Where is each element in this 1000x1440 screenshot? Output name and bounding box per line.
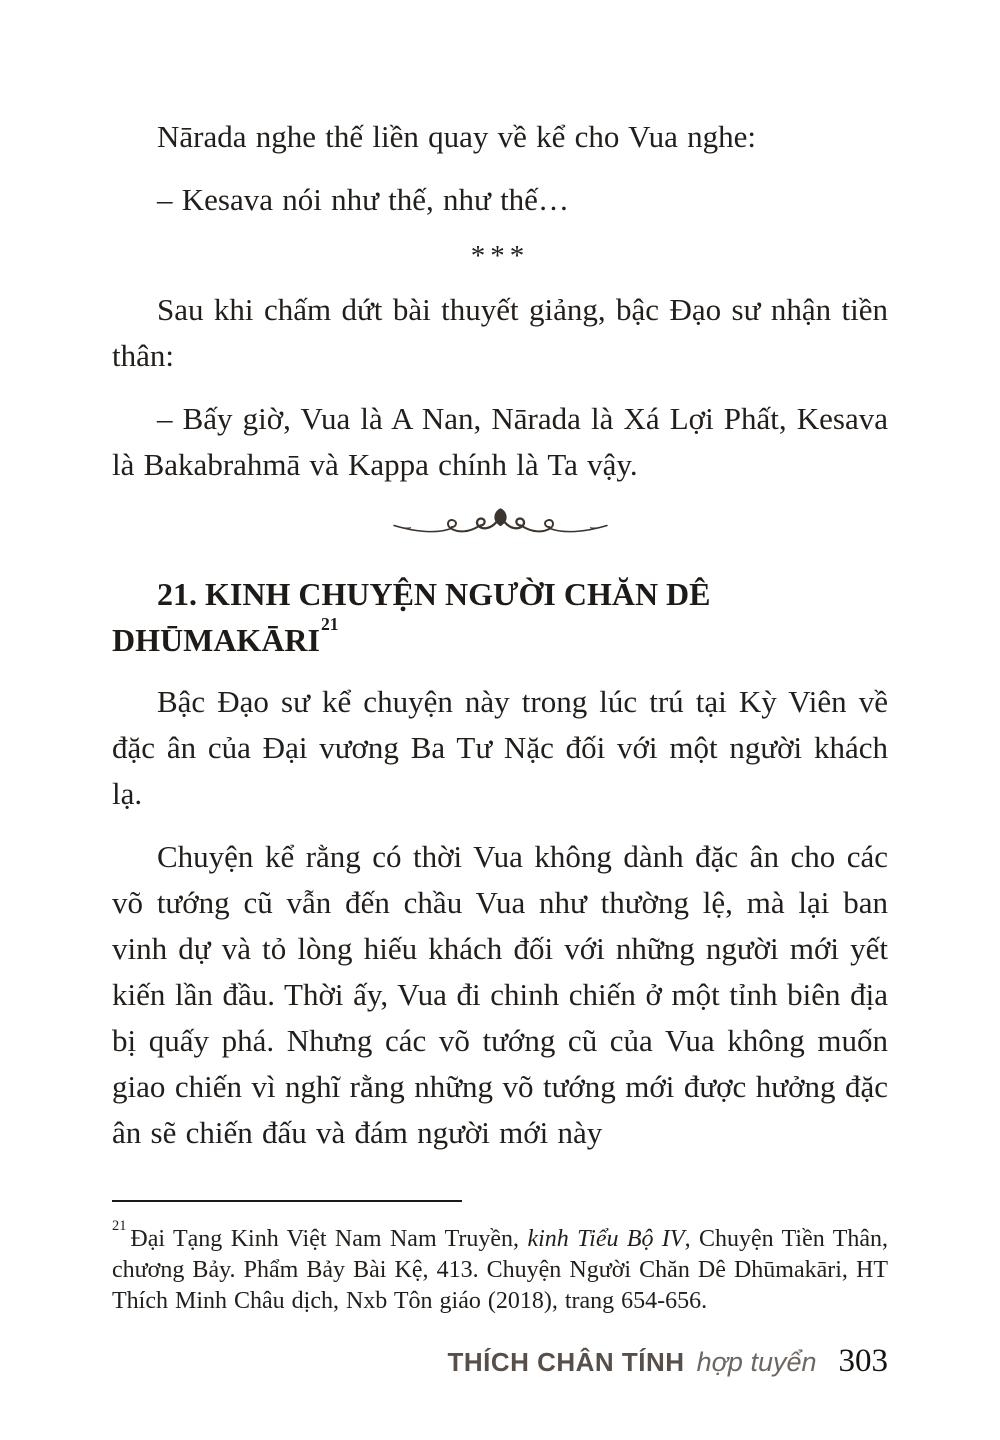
paragraph-bac-dao-su: Bậc Đạo sư kể chuyện này trong lúc trú tại Kỳ Viên về đặc ân của Đại vương Ba Tư Nặc đối với một người khách lạ. (112, 684, 888, 811)
paragraph-sau-khi: Sau khi chấm dứt bài thuyết giảng, bậc Đạo sư nhận tiền thân: (112, 292, 888, 373)
page-content (112, 114, 888, 1173)
chapter-heading-text: 21. KINH CHUYỆN NGƯỜI CHĂN DÊ DHŪMAKĀRI (112, 576, 711, 658)
footer-author: THÍCH CHÂN TÍNH (447, 1347, 685, 1377)
paragraph-narada: Nārada nghe thế liền quay về kể cho Vua nghe: (157, 119, 756, 154)
footnote-marker: 21 (112, 1217, 127, 1234)
paragraph-kesava: – Kesava nói như thế, như thế… (157, 182, 569, 217)
paragraph-bay-gio: – Bấy giờ, Vua là A Nan, Nārada là Xá Lợi Phất, Kesava là Bakabrahmā và Kappa chính là Ta vậy. (112, 401, 888, 482)
page-footer (112, 1343, 888, 1380)
ornament-divider (112, 505, 888, 543)
footer-subtitle: hợp tuyển (696, 1347, 817, 1377)
footnote-21 (112, 1217, 889, 1317)
heading-footnote-reference: 21 (320, 613, 339, 634)
flourish-icon (388, 505, 613, 543)
footnote-area (112, 1200, 888, 1317)
footnote-book-title: kinh Tiểu Bộ IV (527, 1226, 685, 1252)
footnote-text-part1: Đại Tạng Kinh Việt Nam Nam Truyền, (130, 1226, 528, 1252)
footnote-separator-rule (112, 1200, 462, 1202)
page-number: 303 (838, 1343, 888, 1379)
section-break-asterisks: *** (470, 240, 530, 272)
chapter-heading (112, 571, 888, 663)
paragraph-chuyen-ke: Chuyện kể rằng có thời Vua không dành đặc ân cho các võ tướng cũ vẫn đến chầu Vua như thường lệ, mà lại ban vinh dự và tỏ lòng hiếu khách đối với những người mới yết kiến lần đầu. Thời ấy, Vua đi chinh chiến ở một tỉnh biên địa bị quấy phá. Nhưng các võ tướng cũ của Vua không muốn giao chiến vì nghĩ rằng những võ tướng mới được hưởng đặc ân sẽ chiến đấu và đám người mới này (112, 839, 888, 1150)
footnote-text-part2: , Chuyện Tiền Thân, chương Bảy. Phẩm Bảy Bài Kệ, 413. Chuyện Người Chăn Dê Dhūmakāri, HT Thích Minh Châu dịch, Nxb Tôn giáo (2018), trang 654-656. (112, 1226, 889, 1314)
